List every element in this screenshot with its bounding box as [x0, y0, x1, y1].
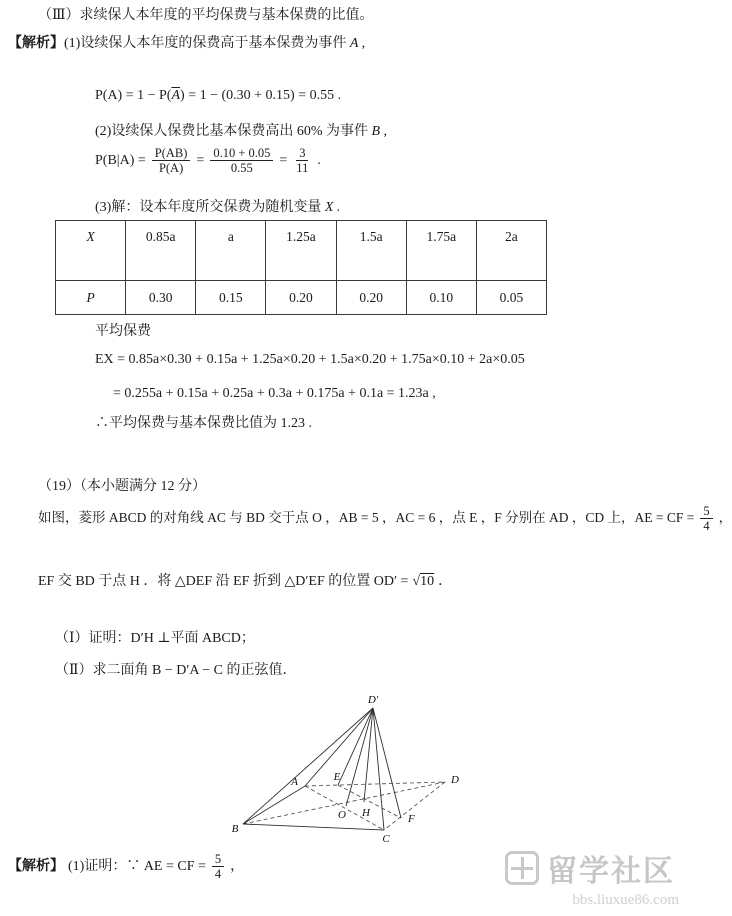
- sqrt-radicand: 10: [420, 574, 435, 589]
- q19-title: （19）（本小题满分 12 分）: [38, 479, 206, 494]
- formula-pa-post: ) = 1 − (0.30 + 0.15) = 0.55 .: [180, 88, 342, 103]
- part3-text: (3)解：设本年度所交保费为随机变量: [95, 200, 325, 215]
- pba-eq2: =: [279, 152, 288, 168]
- formula-p-a: [95, 88, 341, 104]
- table-cell-x: X: [56, 221, 126, 281]
- table-cell: 1.25a: [266, 221, 336, 281]
- table-cell: 1.75a: [406, 221, 476, 281]
- part3-line: [95, 198, 340, 218]
- table-cell: 0.10: [406, 281, 476, 315]
- figure-label-b: B: [231, 823, 239, 835]
- average-premium-label: 平均保费: [95, 324, 151, 339]
- edge-AD-dashed: [305, 782, 445, 786]
- table-cell: a: [196, 221, 266, 281]
- part2-line: [95, 122, 387, 142]
- table-cell: 0.15: [196, 281, 266, 315]
- q19-p2-text: EF 交 BD 于点 H ．将 △DEF 沿 EF 折到 △D′EF 的位置 OD′ =: [38, 574, 409, 589]
- edge-CDprime: [373, 708, 384, 830]
- liuxue-logo-icon: [505, 851, 539, 885]
- pba-lhs: P(B|A) =: [95, 152, 146, 168]
- pba-frac2-num: 0.10 + 0.05: [210, 146, 273, 161]
- figure-label-o: O: [338, 809, 346, 821]
- geometry-figure: [208, 694, 468, 846]
- table-cell: 0.20: [266, 281, 336, 315]
- distribution-table: [55, 220, 547, 315]
- figure-label-h: H: [362, 807, 370, 819]
- expectation-line1: EX = 0.85a×0.30 + 0.15a + 1.25a×0.20 + 1.5a×0.20 + 1.75a×0.10 + 2a×0.05: [95, 352, 525, 367]
- q19-p2-end: ．: [438, 574, 453, 589]
- analysis-part1-line: [8, 34, 365, 54]
- edge-ODprime: [346, 708, 373, 806]
- edge-EDprime: [338, 708, 373, 785]
- sqrt-expression: √10: [412, 574, 435, 589]
- edge-FDprime: [373, 708, 401, 818]
- pba-frac3-num: 3: [296, 146, 308, 161]
- q19-p1-fraction: [700, 504, 712, 534]
- pba-frac2: [210, 146, 273, 176]
- q19-p1-frac-den: 4: [703, 519, 710, 534]
- part1-text: (1)设续保人本年度的保费高于基本保费为事件: [64, 36, 350, 51]
- figure-label-d: D: [451, 774, 459, 786]
- watermark-row: [505, 846, 679, 890]
- pba-end: .: [317, 152, 321, 168]
- table-row: [56, 221, 547, 281]
- figure-label-dprime: D′: [367, 694, 379, 706]
- figure-label-a: A: [291, 776, 298, 788]
- question-III-line: （Ⅲ）求续保人本年度的平均保费与基本保费的比值。: [38, 8, 374, 23]
- edge-BA: [243, 786, 305, 824]
- table-cell: 1.5a: [336, 221, 406, 281]
- diagonal-AC-dashed: [305, 786, 384, 830]
- figure-label-e: E: [333, 771, 341, 783]
- watermark-title: 留学社区: [547, 855, 675, 888]
- pba-frac1-den: P(A): [158, 161, 184, 176]
- pba-eq1: =: [196, 152, 205, 168]
- q19-item-II: （Ⅱ）求二面角 B − D′A − C 的正弦值．: [55, 663, 297, 678]
- figure-label-c: C: [382, 833, 390, 845]
- conclusion-line: ∴平均保费与基本保费比值为 1.23 .: [95, 416, 312, 431]
- table-cell: 0.05: [476, 281, 546, 315]
- watermark: [505, 846, 679, 909]
- formula-p-b-given-a: [95, 146, 321, 176]
- part2-text: (2)设续保人保费比基本保费高出 60% 为事件: [95, 124, 372, 139]
- pba-frac3-den: 11: [296, 161, 309, 176]
- formula-pa-complement: $\overline{A}$: [171, 88, 181, 103]
- part1-event-var: A ,: [349, 36, 366, 51]
- q19-item-I: （Ⅰ）证明：D′H ⊥平面 ABCD；: [55, 631, 255, 646]
- q19-p1-text: 如图，菱形 ABCD 的对角线 AC 与 BD 交于点 O ，AB = 5 ，AC = 6 ，点 E ，F 分别在 AD ，CD 上，AE = CF =: [38, 510, 695, 526]
- pba-frac2-den: 0.55: [230, 161, 253, 176]
- edge-BDprime: [243, 708, 373, 824]
- solution19-fraction: [212, 852, 224, 882]
- table-row: [56, 281, 547, 315]
- part2-event-var: B ,: [371, 124, 388, 139]
- q19-paragraph2: [38, 572, 452, 592]
- figure-label-f: F: [408, 813, 415, 825]
- pba-frac1: [152, 146, 191, 176]
- pba-frac1-num: P(AB): [152, 146, 191, 161]
- q19-paragraph1: [38, 504, 732, 534]
- edge-HDprime: [364, 708, 373, 802]
- table-cell: 0.85a: [126, 221, 196, 281]
- table-cell: 0.30: [126, 281, 196, 315]
- table-cell: 2a: [476, 221, 546, 281]
- edge-BC: [243, 824, 384, 830]
- expectation-line2: = 0.255a + 0.15a + 0.25a + 0.3a + 0.175a + 0.1a = 1.23a ,: [113, 386, 436, 401]
- solution19-end: ，: [230, 859, 245, 875]
- table-cell: 0.20: [336, 281, 406, 315]
- solution19-text: (1)证明：∵ AE = CF =: [68, 859, 206, 875]
- solution19-frac-num: 5: [212, 852, 224, 867]
- formula-pa-pre: P(A) = 1 − P(: [95, 88, 172, 103]
- watermark-url: bbs.liuxue86.com: [572, 892, 679, 908]
- part3-random-var: X .: [324, 200, 341, 215]
- q19-p1-frac-num: 5: [700, 504, 712, 519]
- analysis-part19-line: [8, 852, 244, 882]
- analysis-label-19: 【解析】: [8, 859, 64, 875]
- pba-frac3: [293, 146, 311, 176]
- analysis-label: 【解析】: [8, 36, 64, 51]
- solution19-frac-den: 4: [214, 867, 222, 882]
- q19-p1-end: ，: [718, 510, 732, 526]
- table-cell-p: P: [56, 281, 126, 315]
